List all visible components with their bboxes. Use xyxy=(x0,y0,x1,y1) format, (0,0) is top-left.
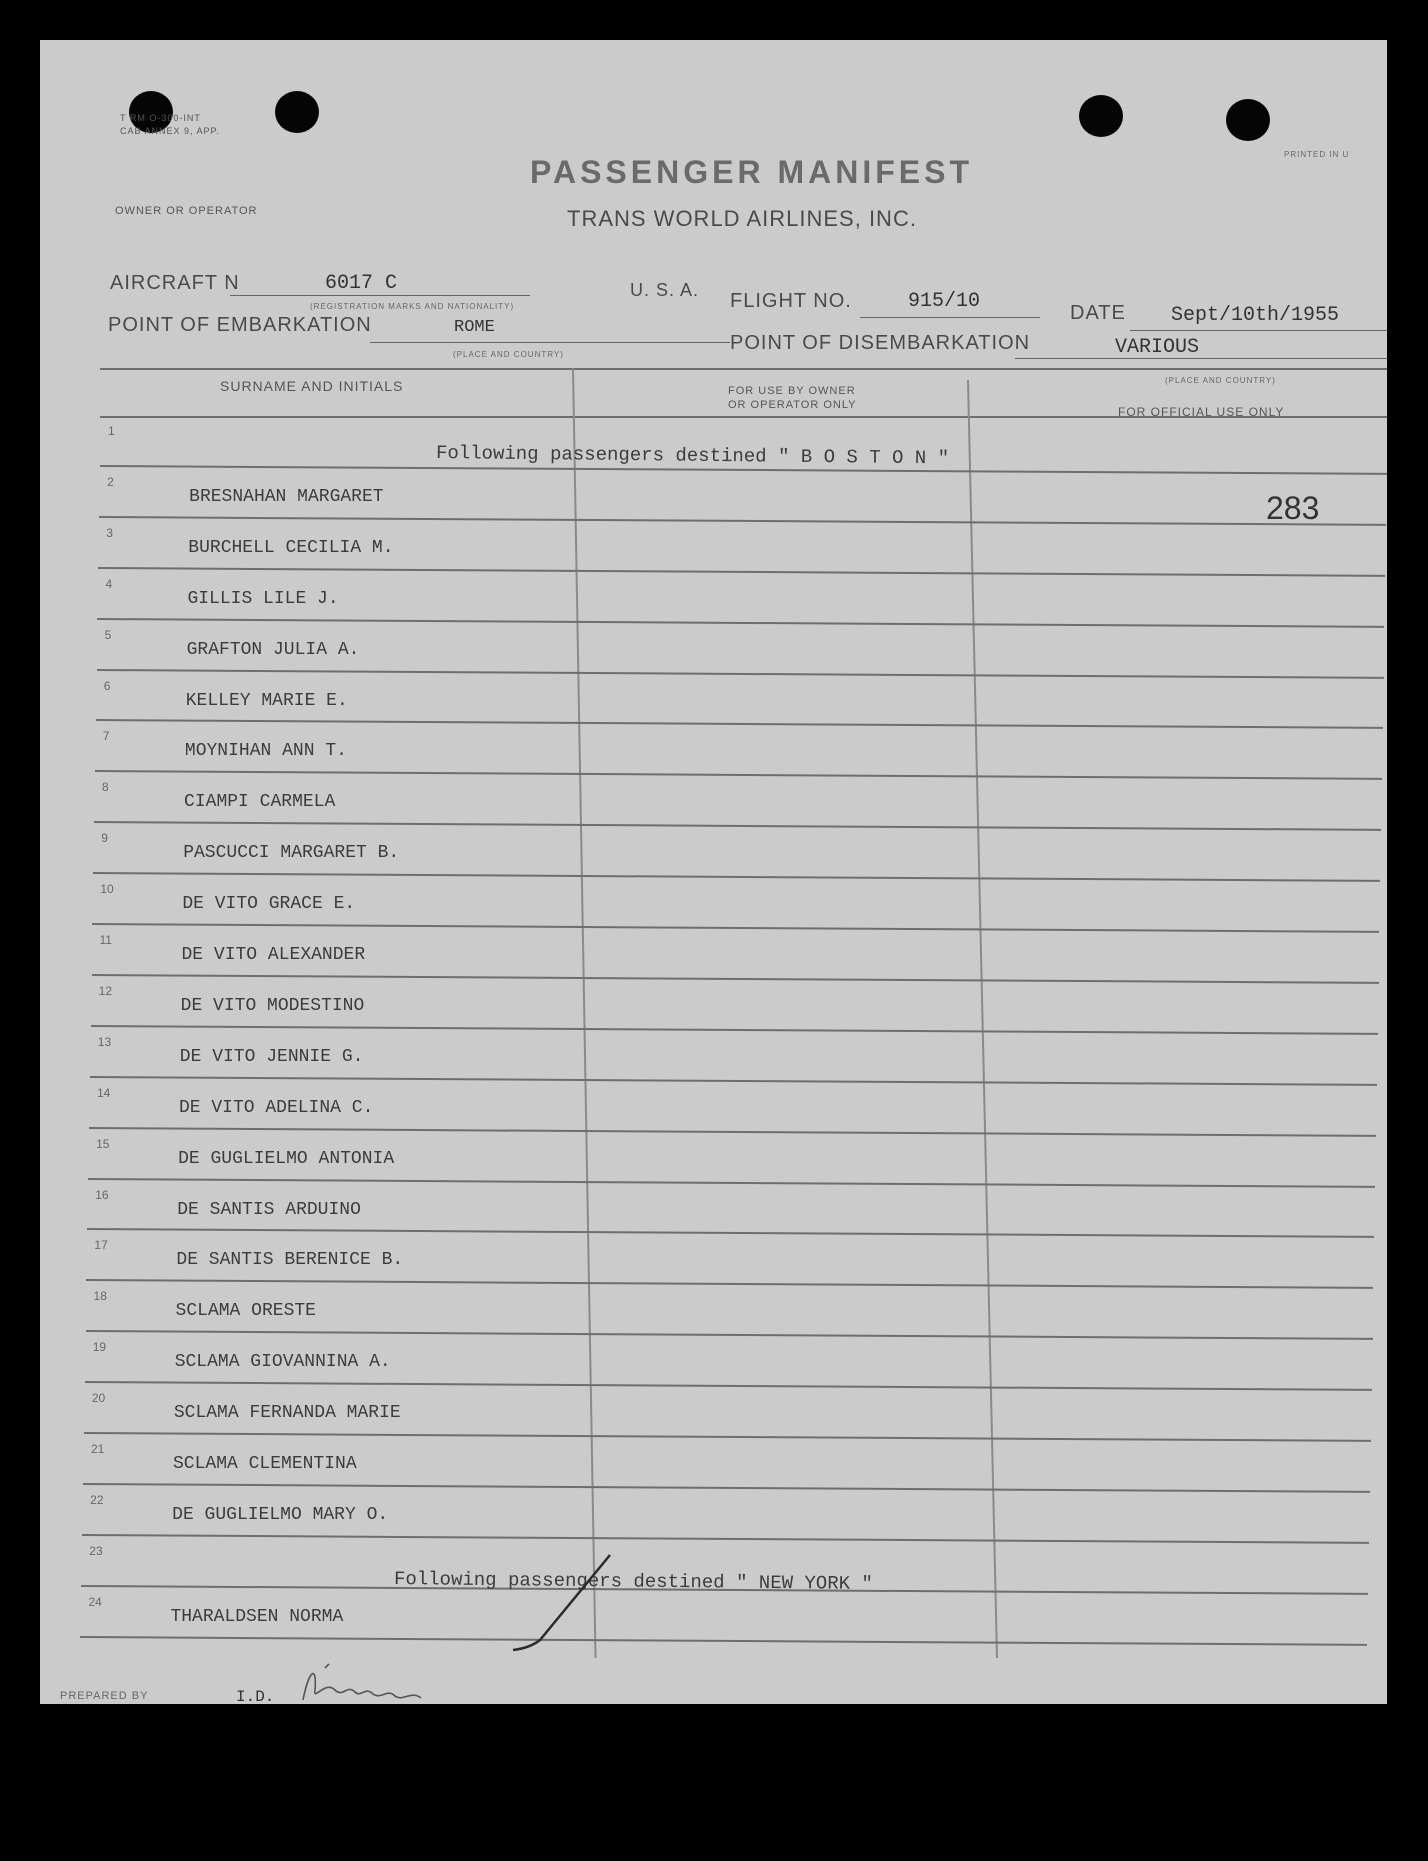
embarkation-value: ROME xyxy=(454,318,495,337)
passenger-name: BURCHELL CECILIA M. xyxy=(188,537,394,558)
passenger-name: GRAFTON JULIA A. xyxy=(186,639,360,660)
passenger-name: DE GUGLIELMO MARY O. xyxy=(172,1504,389,1525)
row-line xyxy=(83,1483,1370,1493)
disembarkation-underline xyxy=(1015,358,1387,359)
col-official: FOR OFFICIAL USE ONLY xyxy=(1118,405,1285,419)
row-line xyxy=(86,1330,1373,1340)
row-number: 21 xyxy=(91,1442,105,1456)
row-line xyxy=(98,567,1385,577)
passenger-name: SCLAMA FERNANDA MARIE xyxy=(173,1403,401,1424)
check-mark-stroke xyxy=(510,1550,620,1660)
row-line xyxy=(84,1432,1371,1442)
row-number: 11 xyxy=(99,933,112,947)
passenger-name: DE VITO GRACE E. xyxy=(182,894,356,915)
passenger-name: SCLAMA CLEMENTINA xyxy=(173,1454,357,1474)
passenger-name: THARALDSEN NORMA xyxy=(170,1606,344,1627)
passenger-name: DE VITO ADELINA C. xyxy=(178,1097,374,1118)
passenger-name: DE GUGLIELMO ANTONIA xyxy=(178,1148,395,1169)
aircraft-label: AIRCRAFT N xyxy=(110,272,240,294)
row-line xyxy=(91,974,1378,984)
passenger-name: DE VITO JENNIE G. xyxy=(179,1046,364,1067)
row-line xyxy=(94,821,1381,831)
punch-hole xyxy=(1079,95,1123,137)
nationality: U. S. A. xyxy=(630,280,700,300)
punch-hole xyxy=(1226,99,1270,141)
row-line xyxy=(86,1279,1373,1289)
passenger-name: MOYNIHAN ANN T. xyxy=(184,741,347,762)
disembarkation-note: (PLACE AND COUNTRY) xyxy=(1165,376,1276,385)
company-name: TRANS WORLD AIRLINES, INC. xyxy=(567,206,917,231)
date-underline xyxy=(1130,330,1387,331)
passenger-name: KELLEY MARIE E. xyxy=(185,690,348,711)
row-line xyxy=(82,1534,1369,1544)
row-number: 4 xyxy=(105,576,113,591)
row-line xyxy=(90,1076,1377,1086)
registration-note: (REGISTRATION MARKS AND NATIONALITY) xyxy=(310,302,515,311)
passenger-name: SCLAMA GIOVANNINA A. xyxy=(174,1352,391,1373)
aircraft-value: 6017 C xyxy=(325,272,398,295)
row-number: 18 xyxy=(93,1289,107,1304)
row-number: 13 xyxy=(97,1034,112,1049)
passenger-name: CIAMPI CARMELA xyxy=(184,792,336,813)
row-number: 1 xyxy=(108,424,115,438)
row-line xyxy=(87,1228,1374,1238)
destination-boston: Following passengers destined " B O S T O N " xyxy=(435,442,950,470)
row-line xyxy=(91,1025,1378,1035)
row-line xyxy=(97,618,1384,628)
flight-label: FLIGHT NO. xyxy=(730,290,852,312)
passenger-name: DE VITO MODESTINO xyxy=(180,995,365,1016)
row-number: 6 xyxy=(103,678,111,693)
col-divider-left xyxy=(572,368,597,1658)
row-number: 22 xyxy=(90,1492,104,1507)
row-line xyxy=(97,669,1384,679)
row-line xyxy=(88,1178,1375,1188)
signature xyxy=(295,1660,455,1704)
passenger-name: GILLIS LILE J. xyxy=(187,588,339,609)
row-line xyxy=(99,516,1386,526)
row-number: 3 xyxy=(106,525,113,540)
disembarkation-value: VARIOUS xyxy=(1115,336,1200,359)
embarkation-label: POINT OF EMBARKATION xyxy=(108,314,372,336)
printed-in-label: PRINTED IN U xyxy=(1284,150,1350,159)
row-number: 19 xyxy=(92,1340,107,1355)
row-number: 15 xyxy=(96,1136,110,1151)
flight-value: 915/10 xyxy=(908,290,981,313)
embarkation-underline xyxy=(370,342,730,343)
disembarkation-label: POINT OF DISEMBARKATION xyxy=(730,332,1031,354)
date-value: Sept/10th/1955 xyxy=(1171,304,1340,327)
row-line xyxy=(85,1381,1372,1391)
header-top-line xyxy=(100,368,1387,370)
row-line xyxy=(93,872,1380,882)
prepared-by-value: I.D. xyxy=(236,1688,275,1704)
row-number: 7 xyxy=(102,729,110,744)
passenger-name: DE SANTIS BERENICE B. xyxy=(176,1250,404,1271)
form-reference: T RM O-300-INT CAB ANNEX 9, APP. xyxy=(120,113,220,136)
date-label: DATE xyxy=(1070,302,1126,324)
passenger-name: SCLAMA ORESTE xyxy=(175,1301,316,1322)
row-number: 9 xyxy=(101,831,108,846)
row-number: 14 xyxy=(96,1085,111,1100)
aircraft-underline xyxy=(230,295,530,296)
page-title: PASSENGER MANIFEST xyxy=(530,154,973,190)
punch-hole xyxy=(275,91,319,133)
embarkation-note: (PLACE AND COUNTRY) xyxy=(453,350,564,359)
row-line xyxy=(89,1127,1376,1137)
flight-underline xyxy=(860,317,1040,318)
row-line xyxy=(95,770,1382,780)
prepared-by-label: PREPARED BY xyxy=(60,1690,149,1702)
row-line xyxy=(96,719,1383,729)
col-owner-use: FOR USE BY OWNER OR OPERATOR ONLY xyxy=(728,385,857,411)
row-line xyxy=(80,1636,1367,1646)
passenger-name: BRESNAHAN MARGARET xyxy=(189,486,384,507)
row-number: 5 xyxy=(104,627,112,642)
row-number: 17 xyxy=(94,1238,108,1253)
manifest-sheet xyxy=(40,40,1387,1704)
row-number: 8 xyxy=(102,780,109,795)
row-number: 24 xyxy=(88,1594,102,1609)
row-number: 23 xyxy=(89,1543,103,1558)
row-number: 10 xyxy=(100,882,114,897)
col-surname: SURNAME AND INITIALS xyxy=(220,378,404,394)
row-number: 20 xyxy=(91,1391,106,1406)
owner-label: OWNER OR OPERATOR xyxy=(115,205,258,217)
row-number: 16 xyxy=(95,1187,109,1202)
passenger-name: DE SANTIS ARDUINO xyxy=(177,1199,361,1220)
row-number: 12 xyxy=(98,983,112,998)
passenger-name: DE VITO ALEXANDER xyxy=(181,945,366,965)
row-line xyxy=(92,923,1379,933)
row-number: 2 xyxy=(107,474,114,489)
passenger-name: PASCUCCI MARGARET B. xyxy=(183,843,400,864)
official-number: 283 xyxy=(1266,490,1320,526)
destination-new-york: Following passengers destined " NEW YORK " xyxy=(393,1568,873,1596)
